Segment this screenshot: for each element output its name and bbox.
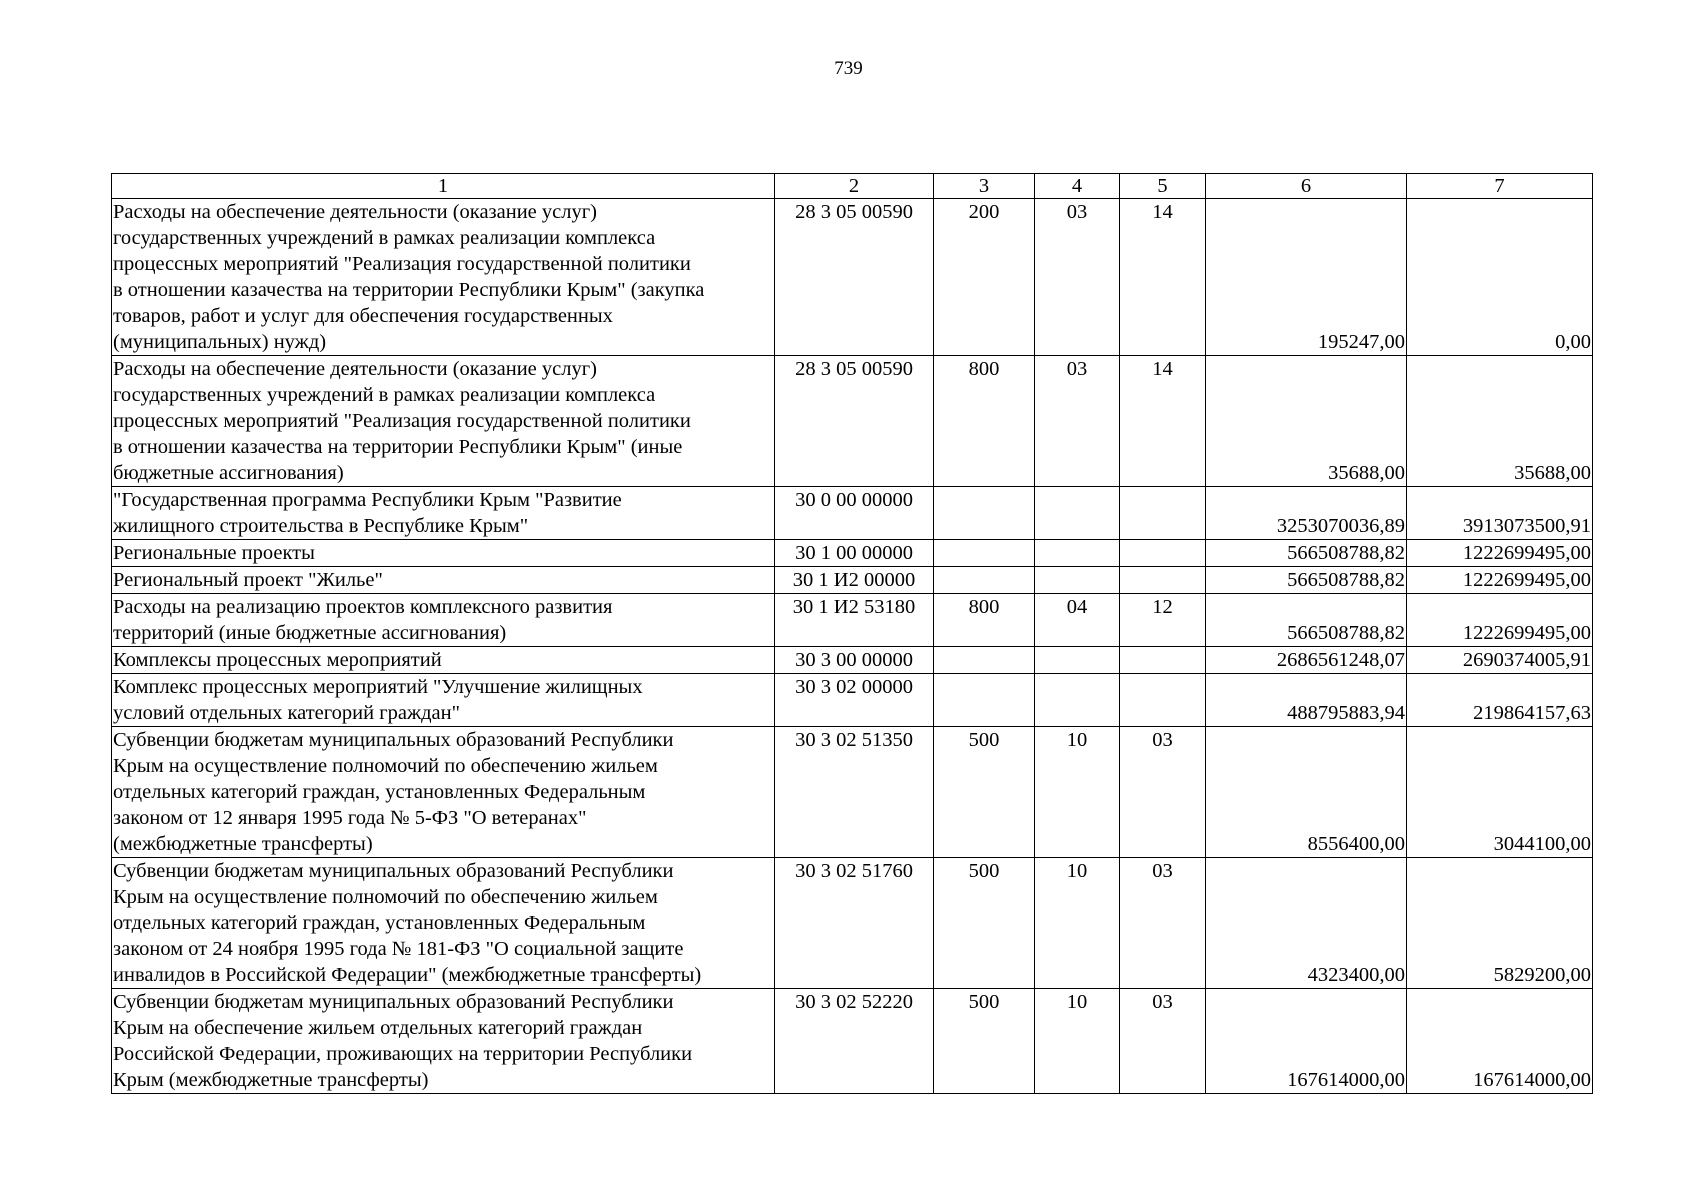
row-expense-type <box>934 487 1035 540</box>
row-amount-col6: 4323400,00 <box>1206 858 1407 989</box>
row-name: Субвенции бюджетам муниципальных образований Республики Крым на обеспечение жильем отдельных категорий граждан Российской Федерации, проживающих на территории Республики Крым (межбюджетные трансферты) <box>112 989 775 1094</box>
row-expense-type <box>934 674 1035 727</box>
row-target-code: 30 1 И2 00000 <box>775 567 934 594</box>
row-name: Расходы на обеспечение деятельности (оказание услуг) государственных учреждений в рамках реализации комплекса процессных мероприятий "Реализация государственной политики в отношении казачества на территории Республики Крым" (иные бюджетные ассигнования) <box>112 356 775 487</box>
column-header-2: 2 <box>775 174 934 199</box>
row-subsection: 14 <box>1120 356 1206 487</box>
row-amount-col7: 2690374005,91 <box>1407 647 1593 674</box>
row-target-code: 30 3 02 51350 <box>775 727 934 858</box>
row-section <box>1035 487 1120 540</box>
column-header-5: 5 <box>1120 174 1206 199</box>
row-subsection: 03 <box>1120 989 1206 1094</box>
row-amount-col6: 195247,00 <box>1206 199 1407 356</box>
row-name: Расходы на обеспечение деятельности (оказание услуг) государственных учреждений в рамках реализации комплекса процессных мероприятий "Реализация государственной политики в отношении казачества на территории Республики Крым" (закупка товаров, работ и услуг для обеспечения государственных (муниципальных) нужд) <box>112 199 775 356</box>
row-section: 03 <box>1035 199 1120 356</box>
page-number: 739 <box>834 58 863 79</box>
row-amount-col6: 8556400,00 <box>1206 727 1407 858</box>
row-name: Расходы на реализацию проектов комплексного развития территорий (иные бюджетные ассигнования) <box>112 594 775 647</box>
row-target-code: 30 3 02 51760 <box>775 858 934 989</box>
row-name: Региональный проект "Жилье" <box>112 567 775 594</box>
row-section: 10 <box>1035 858 1120 989</box>
row-amount-col7: 219864157,63 <box>1407 674 1593 727</box>
column-header-1: 1 <box>112 174 775 199</box>
row-subsection: 03 <box>1120 858 1206 989</box>
row-name: "Государственная программа Республики Крым "Развитие жилищного строительства в Республике Крым" <box>112 487 775 540</box>
row-expense-type: 800 <box>934 356 1035 487</box>
table-row <box>112 199 1593 356</box>
row-amount-col6: 566508788,82 <box>1206 540 1407 567</box>
table-row <box>112 674 1593 727</box>
table-row <box>112 487 1593 540</box>
row-amount-col7: 3913073500,91 <box>1407 487 1593 540</box>
row-target-code: 30 3 00 00000 <box>775 647 934 674</box>
column-header-7: 7 <box>1407 174 1593 199</box>
row-amount-col7: 1222699495,00 <box>1407 594 1593 647</box>
row-target-code: 30 1 00 00000 <box>775 540 934 567</box>
row-amount-col7: 35688,00 <box>1407 356 1593 487</box>
row-subsection: 03 <box>1120 727 1206 858</box>
row-amount-col7: 167614000,00 <box>1407 989 1593 1094</box>
row-amount-col6: 3253070036,89 <box>1206 487 1407 540</box>
row-section <box>1035 647 1120 674</box>
row-subsection <box>1120 487 1206 540</box>
budget-table <box>111 173 1593 1094</box>
row-expense-type: 200 <box>934 199 1035 356</box>
row-name: Комплексы процессных мероприятий <box>112 647 775 674</box>
row-expense-type <box>934 567 1035 594</box>
row-amount-col6: 566508788,82 <box>1206 594 1407 647</box>
column-number-row <box>112 174 1593 199</box>
table-row <box>112 567 1593 594</box>
row-section <box>1035 540 1120 567</box>
row-expense-type <box>934 540 1035 567</box>
row-amount-col6: 2686561248,07 <box>1206 647 1407 674</box>
row-amount-col7: 5829200,00 <box>1407 858 1593 989</box>
table-row <box>112 594 1593 647</box>
row-name: Субвенции бюджетам муниципальных образований Республики Крым на осуществление полномочий по обеспечению жильем отдельных категорий граждан, установленных Федеральным законом от 12 января 1995 года № 5-ФЗ "О ветеранах" (межбюджетные трансферты) <box>112 727 775 858</box>
row-name: Субвенции бюджетам муниципальных образований Республики Крым на осуществление полномочий по обеспечению жильем отдельных категорий граждан, установленных Федеральным законом от 24 ноября 1995 года № 181-ФЗ "О социальной защите инвалидов в Российской Федерации" (межбюджетные трансферты) <box>112 858 775 989</box>
row-subsection <box>1120 540 1206 567</box>
row-amount-col6: 566508788,82 <box>1206 567 1407 594</box>
row-section: 10 <box>1035 989 1120 1094</box>
row-amount-col6: 167614000,00 <box>1206 989 1407 1094</box>
table-row <box>112 540 1593 567</box>
row-expense-type <box>934 647 1035 674</box>
row-amount-col7: 1222699495,00 <box>1407 567 1593 594</box>
table-row <box>112 727 1593 858</box>
row-subsection: 14 <box>1120 199 1206 356</box>
row-target-code: 30 0 00 00000 <box>775 487 934 540</box>
table-row <box>112 858 1593 989</box>
row-target-code: 30 3 02 52220 <box>775 989 934 1094</box>
row-section: 10 <box>1035 727 1120 858</box>
row-amount-col6: 488795883,94 <box>1206 674 1407 727</box>
column-header-3: 3 <box>934 174 1035 199</box>
table-row <box>112 647 1593 674</box>
row-amount-col7: 0,00 <box>1407 199 1593 356</box>
row-expense-type: 800 <box>934 594 1035 647</box>
column-header-4: 4 <box>1035 174 1120 199</box>
row-subsection <box>1120 647 1206 674</box>
row-target-code: 28 3 05 00590 <box>775 356 934 487</box>
row-name: Комплекс процессных мероприятий "Улучшение жилищных условий отдельных категорий граждан" <box>112 674 775 727</box>
row-target-code: 30 1 И2 53180 <box>775 594 934 647</box>
row-amount-col7: 3044100,00 <box>1407 727 1593 858</box>
row-subsection <box>1120 567 1206 594</box>
row-amount-col7: 1222699495,00 <box>1407 540 1593 567</box>
row-expense-type: 500 <box>934 727 1035 858</box>
row-subsection: 12 <box>1120 594 1206 647</box>
row-amount-col6: 35688,00 <box>1206 356 1407 487</box>
row-name: Региональные проекты <box>112 540 775 567</box>
row-subsection <box>1120 674 1206 727</box>
row-target-code: 30 3 02 00000 <box>775 674 934 727</box>
row-section: 04 <box>1035 594 1120 647</box>
row-section <box>1035 567 1120 594</box>
column-header-6: 6 <box>1206 174 1407 199</box>
row-section <box>1035 674 1120 727</box>
row-expense-type: 500 <box>934 858 1035 989</box>
row-target-code: 28 3 05 00590 <box>775 199 934 356</box>
table-row <box>112 356 1593 487</box>
table-row <box>112 989 1593 1094</box>
row-expense-type: 500 <box>934 989 1035 1094</box>
row-section: 03 <box>1035 356 1120 487</box>
